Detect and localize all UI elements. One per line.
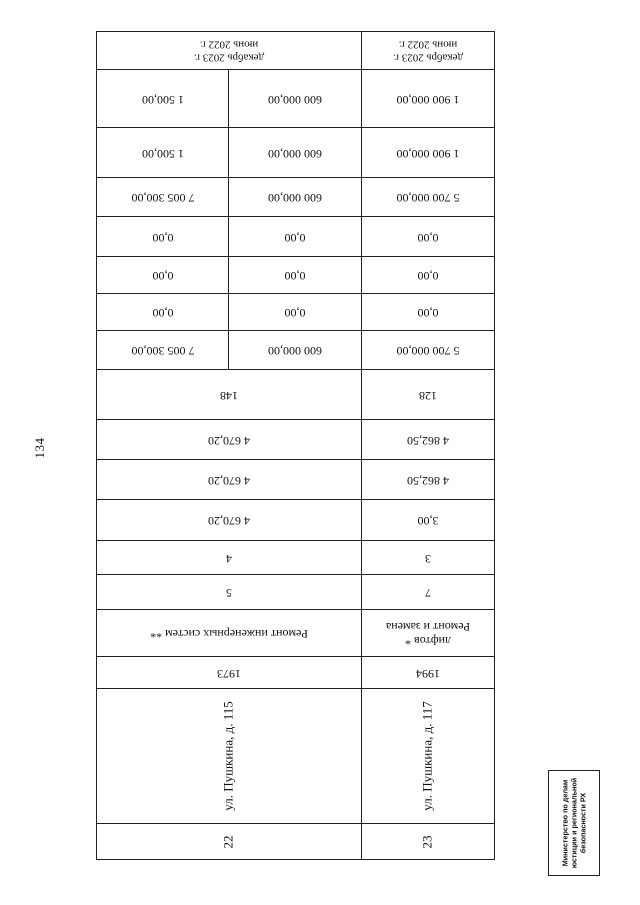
cell-value: 128 <box>419 388 437 403</box>
cell-value: 0,00 <box>152 268 173 283</box>
table-row <box>97 657 494 689</box>
cell-value: 0,00 <box>284 268 306 283</box>
table-cell <box>97 294 229 330</box>
cell-value: 600 000,00 <box>268 92 322 107</box>
cell-value: 3 <box>425 551 431 566</box>
ministry-stamp <box>548 770 600 876</box>
table-cell <box>229 178 362 216</box>
table-cell <box>97 824 362 859</box>
table-row <box>97 610 494 657</box>
stamp-line: юстиции и региональной <box>569 777 579 869</box>
row-number: 23 <box>419 835 435 848</box>
row-number: 22 <box>220 835 236 848</box>
table-cell <box>362 32 494 69</box>
work-type-line: Ремонт и замена <box>385 620 471 634</box>
table-cell <box>362 294 494 330</box>
table-cell <box>362 610 494 656</box>
table-cell <box>97 500 362 540</box>
address: ул. Пушкина, д. 117 <box>419 701 435 811</box>
table-row <box>97 70 494 128</box>
cell-value: 0,00 <box>284 305 306 320</box>
table-row <box>97 689 494 824</box>
cell-value: 3,00 <box>417 513 439 528</box>
table-cell <box>362 500 494 540</box>
cell-value: 1 900 000,00 <box>396 146 460 161</box>
table-cell <box>97 657 362 688</box>
data-table <box>96 31 495 860</box>
period-text: июнь 2022 г. <box>199 38 259 51</box>
cell-value: 1 500,00 <box>141 92 184 107</box>
work-type-line: лифтов * <box>405 633 451 648</box>
table-cell <box>362 824 494 859</box>
table-cell <box>362 541 494 574</box>
table-cell <box>97 460 362 499</box>
cell-value: 0,00 <box>417 305 439 320</box>
cell-value: 5 700 000,00 <box>396 190 460 205</box>
table-cell <box>362 370 494 419</box>
table-cell <box>97 420 362 459</box>
cell-value: 600 000,00 <box>268 146 322 161</box>
cell-value: 4 <box>226 551 232 566</box>
cell-value: 0,00 <box>417 230 439 245</box>
table-cell <box>362 70 494 127</box>
table-cell <box>362 128 494 177</box>
table-row <box>97 370 494 420</box>
cell-value: 4 670,20 <box>208 473 250 488</box>
table-cell <box>362 575 494 609</box>
cell-value: 4 670,20 <box>208 433 250 448</box>
table-row <box>97 128 494 178</box>
table-cell <box>97 331 229 369</box>
cell-value: 0,00 <box>417 268 439 283</box>
table-cell <box>362 217 494 256</box>
table-cell <box>97 70 229 127</box>
table-row <box>97 541 494 575</box>
table-cell <box>229 294 362 330</box>
table-cell <box>97 689 362 823</box>
stamp-line: безопасности РХ <box>578 792 588 854</box>
table-cell <box>97 32 362 69</box>
table-cell <box>97 257 229 293</box>
cell-value: 148 <box>220 388 238 403</box>
table-row <box>97 217 494 257</box>
table-row <box>97 460 494 500</box>
cell-value: 600 000,00 <box>268 343 322 358</box>
table-cell <box>362 657 494 688</box>
cell-value: 600 000,00 <box>268 190 322 205</box>
cell-value: 1 900 000,00 <box>396 92 460 107</box>
table-cell <box>97 217 229 256</box>
table-row <box>97 331 494 370</box>
table-row <box>97 294 494 331</box>
period-text: декабрь 2023 г. <box>193 51 265 64</box>
period-text: декабрь 2023 г. <box>392 51 464 64</box>
cell-value: 5 700 000,00 <box>396 343 460 358</box>
table-cell <box>229 70 362 127</box>
table-cell <box>362 257 494 293</box>
cell-value: 4 862,50 <box>407 433 449 448</box>
cell-value: 0,00 <box>152 230 173 245</box>
period-text: июнь 2022 г. <box>398 38 458 51</box>
cell-value: 7 <box>425 585 431 600</box>
table-cell <box>362 460 494 499</box>
table-cell <box>362 420 494 459</box>
table-cell <box>97 610 362 656</box>
table-row <box>97 257 494 294</box>
address: ул. Пушкина, д. 115 <box>220 701 236 811</box>
table-row <box>97 824 494 859</box>
table-row <box>97 32 494 70</box>
table-cell <box>97 178 229 216</box>
table-cell <box>229 217 362 256</box>
table-cell <box>362 331 494 369</box>
table-row <box>97 575 494 610</box>
table-row <box>97 500 494 541</box>
cell-value: 0,00 <box>284 230 306 245</box>
cell-value: 4 670,20 <box>208 513 250 528</box>
table-cell <box>229 257 362 293</box>
cell-value: 1 500,00 <box>141 146 184 161</box>
work-type: Ремонт инженерных систем ** <box>150 626 308 641</box>
table-cell <box>97 128 229 177</box>
table-cell <box>362 689 494 823</box>
table-cell <box>229 128 362 177</box>
table-row <box>97 178 494 217</box>
table-cell <box>362 178 494 216</box>
build-year: 1994 <box>416 666 440 681</box>
cell-value: 0,00 <box>152 305 173 320</box>
cell-value: 7 005 300,00 <box>131 343 194 358</box>
table-cell <box>97 370 362 419</box>
page-number: 134 <box>32 437 47 459</box>
cell-value: 4 862,50 <box>407 473 449 488</box>
cell-value: 5 <box>226 585 232 600</box>
stamp-line: Министерство по делам <box>560 779 570 867</box>
table-row <box>97 420 494 460</box>
build-year: 1973 <box>217 666 241 681</box>
cell-value: 7 005 300,00 <box>131 190 194 205</box>
table-cell <box>97 541 362 574</box>
table-cell <box>229 331 362 369</box>
table-cell <box>97 575 362 609</box>
